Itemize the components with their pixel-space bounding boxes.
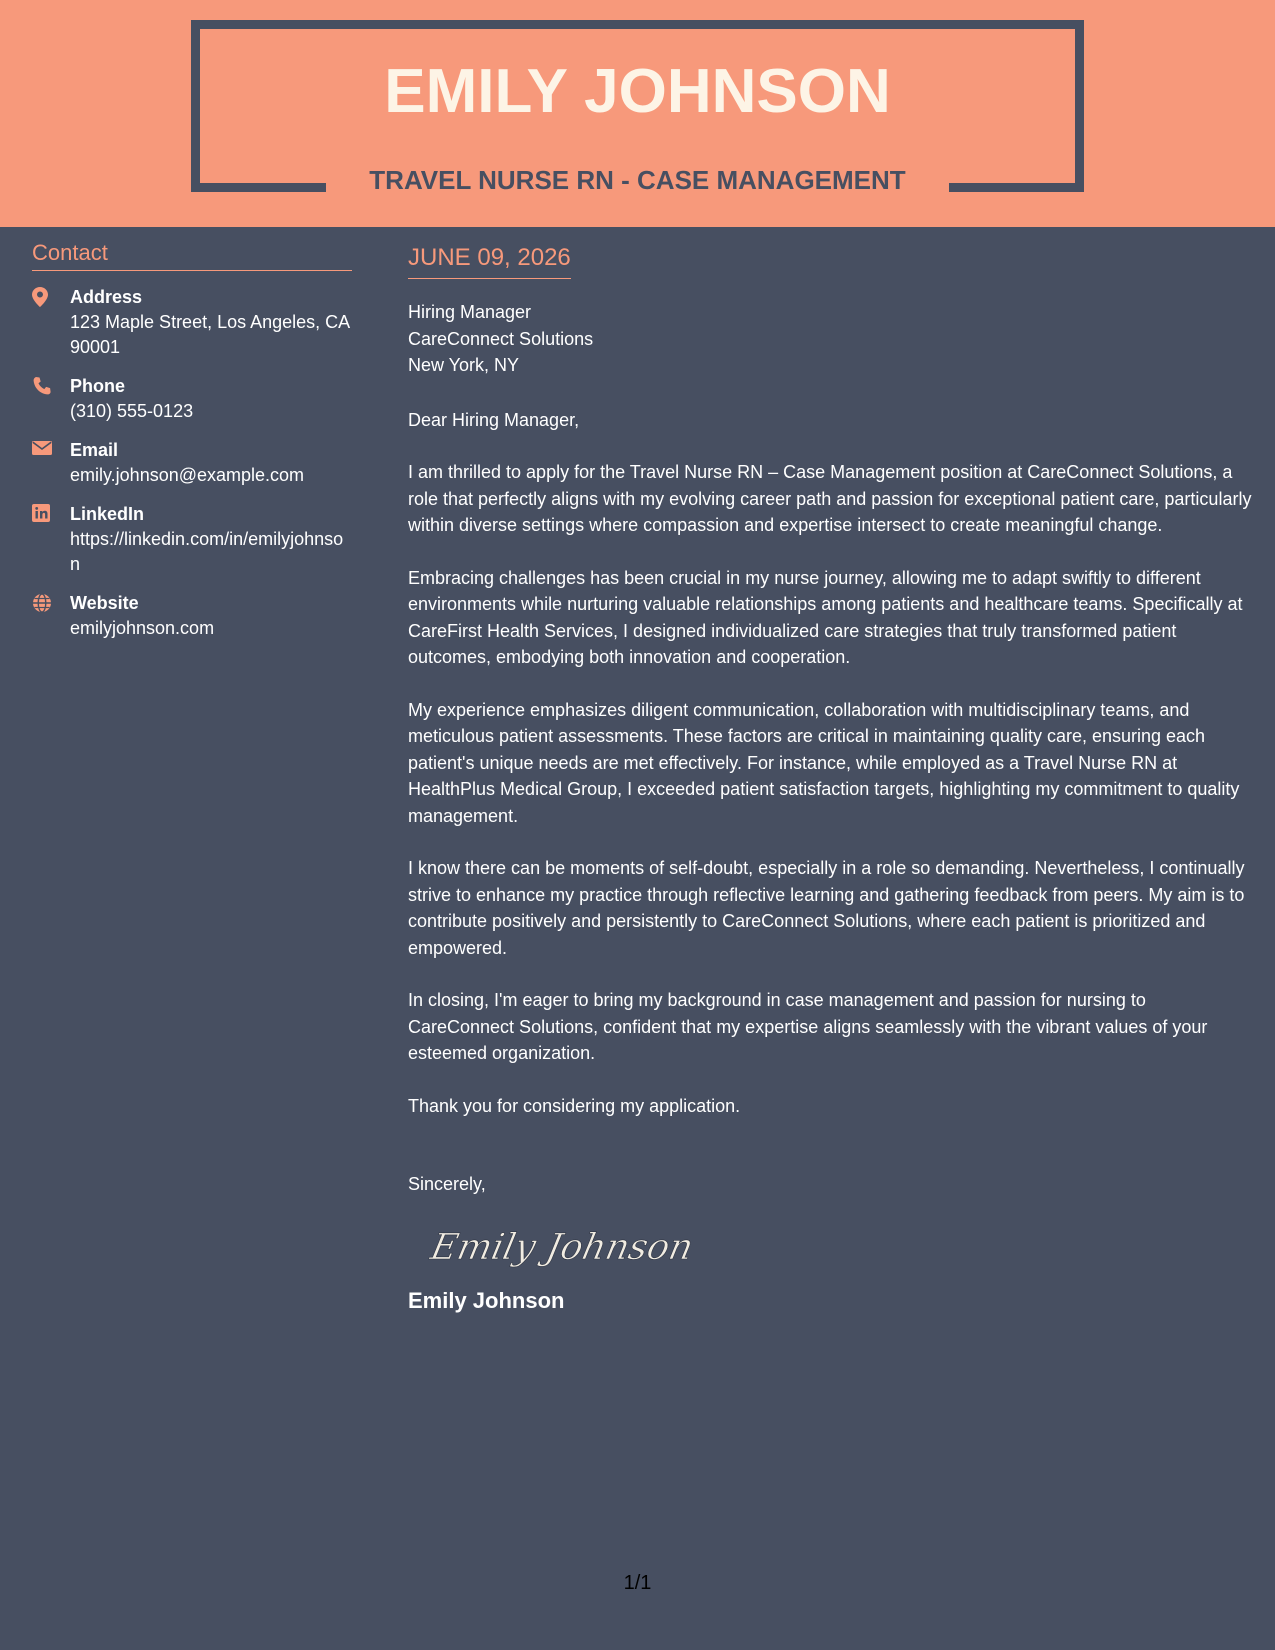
letter-date: JUNE 09, 2026 xyxy=(408,244,571,279)
phone-label: Phone xyxy=(70,376,126,396)
paragraph: I know there can be moments of self-doubt, especially in a role so demanding. Nevertheless, I continually strive to enhance my practice through reflective learning and gathering feedback from peers. My aim is to contribute positively and persistently to CareConnect Solutions, where each patient is prioritized and empowered. xyxy=(408,858,1245,958)
candidate-name: EMILY JOHNSON xyxy=(384,57,891,126)
contact-heading: Contact xyxy=(32,240,352,271)
phone-value: (310) 555-0123 xyxy=(70,401,194,421)
recipient-line: CareConnect Solutions xyxy=(408,328,594,349)
linkedin-value[interactable]: https://linkedin.com/in/emilyjohnson xyxy=(70,529,344,574)
contact-linkedin xyxy=(32,502,352,577)
recipient-line: New York, NY xyxy=(408,355,520,375)
frame-top-bar xyxy=(191,20,1084,29)
address-value: 123 Maple Street, Los Angeles, CA 90001 xyxy=(70,312,350,357)
paragraph: In closing, I'm eager to bring my background in case management and passion for nursing to CareConnect Solutions, confident that my expertise aligns seamlessly with the vibrant values of your esteemed organization. xyxy=(408,990,1208,1063)
paragraph: Thank you for considering my application. xyxy=(408,1095,741,1116)
email-label: Email xyxy=(70,440,119,460)
phone-icon xyxy=(32,374,70,424)
closing: Sincerely, xyxy=(408,1174,486,1194)
job-title: TRAVEL NURSE RN - CASE MANAGEMENT xyxy=(369,165,906,195)
recipient-line: Hiring Manager xyxy=(408,302,532,322)
contact-phone xyxy=(32,374,352,424)
map-pin-icon xyxy=(32,285,70,360)
website-label: Website xyxy=(70,593,139,613)
svg-text:Emily Johnson: Emily Johnson xyxy=(427,1225,698,1268)
salutation: Dear Hiring Manager, xyxy=(408,409,580,430)
address-label: Address xyxy=(70,287,143,307)
signer-name: Emily Johnson xyxy=(408,1288,565,1313)
linkedin-label: LinkedIn xyxy=(70,504,145,524)
page-indicator: 1/1 xyxy=(623,1572,652,1594)
letter-body xyxy=(408,244,1253,1314)
paragraph: I am thrilled to apply for the Travel Nurse RN – Case Management position at CareConnect Solutions, a role that perfectly aligns with my evolving career path and passion for exceptional patient care, particularly within diverse settings where compassion and expertise intersect to create meaningful change. xyxy=(408,462,1252,535)
globe-icon xyxy=(32,591,70,641)
contact-website xyxy=(32,591,352,641)
recipient-block xyxy=(408,299,1253,379)
paragraph: Embracing challenges has been crucial in my nurse journey, allowing me to adapt swiftly to different environments while nurturing valuable relationships among patients and healthcare teams. Specifically at CareFirst Health Services, I designed individualized care strategies that truly transformed patient outcomes, embodying both innovation and cooperation. xyxy=(408,567,1243,667)
contact-email xyxy=(32,438,352,488)
website-value[interactable]: emilyjohnson.com xyxy=(70,618,215,638)
email-value[interactable]: emily.johnson@example.com xyxy=(70,465,305,485)
signature-image xyxy=(426,1217,1253,1278)
paragraph: My experience emphasizes diligent communication, collaboration with multidisciplinary teams, and meticulous patient assessments. These factors are critical in maintaining quality care, ensuring each patient's unique needs are met effectively. For instance, while employed as a Travel Nurse RN at HealthPlus Medical Group, I exceeded patient satisfaction targets, highlighting my commitment to quality management. xyxy=(408,699,1240,826)
contact-sidebar xyxy=(32,240,352,655)
envelope-icon xyxy=(32,438,70,488)
contact-address xyxy=(32,285,352,360)
linkedin-icon xyxy=(32,502,70,577)
header-banner xyxy=(0,0,1275,227)
